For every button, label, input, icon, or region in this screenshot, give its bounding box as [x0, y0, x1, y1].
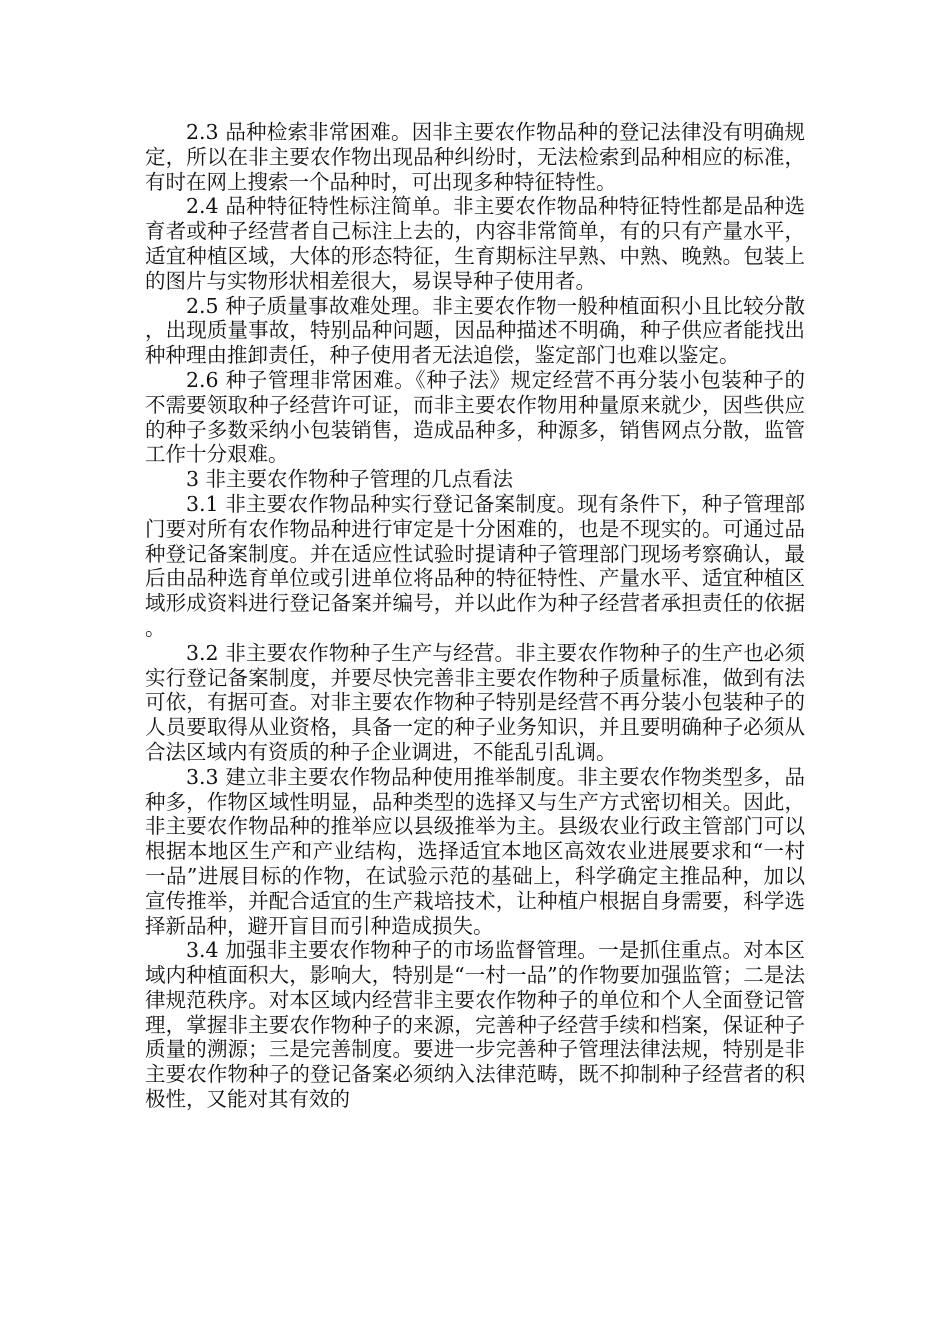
section-heading-3: 3 非主要农作物种子管理的几点看法: [186, 467, 514, 492]
paragraph-2-6: 2.6 种子管理非常困难。《种子法》规定经营不再分装小包装种子的不需要领取种子经营许可证，而非主要农作物用种量原来就少，因些供应的种子多数采纳小包装销售，造成品种多，种源多，销售网点分散，监管工作十分艰难。: [145, 367, 805, 467]
paragraph-3-1: 3.1 非主要农作物品种实行登记备案制度。现有条件下，种子管理部门要对所有农作物品种进行审定是十分困难的，也是不现实的。可通过品种登记备案制度。并在适应性试验时提请种子管理部门现场考察确认，最后由品种选育单位或引进单位将品种的特征特性、产量水平、适宜种植区域形成资料进行登记备案并编号，并以此作为种子经营者承担责任的依据。: [145, 491, 805, 640]
paragraph-3-4: 3.4 加强非主要农作物种子的市场监督管理。一是抓住重点。对本区域内种植面积大，影响大，特别是“一村一品”的作物要加强监管；二是法律规范秩序。对本区域内经营非主要农作物种子的单位和个人全面登记管理，掌握非主要农作物种子的来源，完善种子经营手续和档案，保证种子质量的溯源；三是完善制度。要进一步完善种子管理法律法规，特别是非主要农作物种子的登记备案必须纳入法律范畴，既不抑制种子经营者的积极性，又能对其有效的: [145, 938, 805, 1112]
paragraph-2-3: 2.3 品种检索非常困难。因非主要农作物品种的登记法律没有明确规定，所以在非主要农作物出现品种纠纷时，无法检索到品种相应的标准，有时在网上搜索一个品种时，可出现多种特征特性。: [145, 120, 805, 194]
paragraph-3-2: 3.2 非主要农作物种子生产与经营。非主要农作物种子的生产也必须实行登记备案制度，并要尽快完善非主要农作物种子质量标准，做到有法可依，有据可查。对非主要农作物种子特别是经营不再分装小包装种子的人员要取得从业资格，具备一定的种子业务知识，并且要明确种子必须从合法区域内有资质的种子企业调进，不能乱引乱调。: [145, 640, 805, 764]
paragraph-2-4: 2.4 品种特征特性标注简单。非主要农作物品种特征特性都是品种选育者或种子经营者自己标注上去的，内容非常简单，有的只有产量水平，适宜种植区域，大体的形态特征，生育期标注早熟、中熟、晚熟。包装上的图片与实物形状相差很大，易误导种子使用者。: [145, 194, 805, 293]
document-body: [145, 120, 805, 1112]
paragraph-3-3: 3.3 建立非主要农作物品种使用推举制度。非主要农作物类型多，品种多，作物区域性明显，品种类型的选择又与生产方式密切相关。因此，非主要农作物品种的推举应以县级推举为主。县级农业行政主管部门可以根据本地区生产和产业结构，选择适宜本地区高效农业进展要求和“一村一品”进展目标的作物，在试验示范的基础上，科学确定主推品种，加以宣传推举，并配合适宜的生产栽培技术，让种植户根据自身需要，科学选择新品种，避开盲目而引种造成损失。: [145, 764, 805, 938]
paragraph-2-5: 2.5 种子质量事故难处理。非主要农作物一般种植面积小且比较分散，出现质量事故，特别品种问题，因品种描述不明确，种子供应者能找出种种理由推卸责任，种子使用者无法追偿，鉴定部门也难以鉴定。: [145, 293, 805, 368]
